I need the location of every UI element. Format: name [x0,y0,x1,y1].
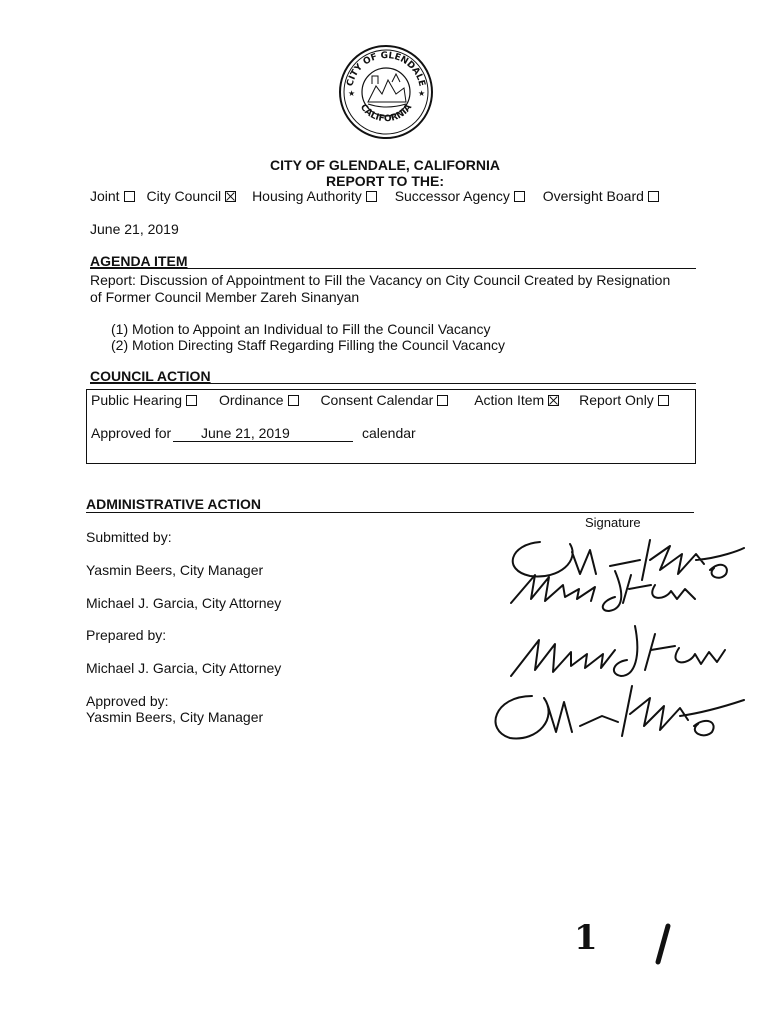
checkbox-action-item[interactable] [548,395,559,406]
approved-for-label: Approved for [91,425,172,441]
svg-text:CALIFORNIA [358,103,414,125]
submitted-name-2: Michael J. Garcia, City Attorney [86,595,282,611]
checkbox-public-hearing[interactable] [186,395,197,406]
agenda-motion-2: (2) Motion Directing Staff Regarding Filling the Council Vacancy [111,337,506,353]
option-report-only: Report Only [579,392,669,408]
agenda-report-line-2: of Former Council Member Zareh Sinanyan [90,289,360,305]
approved-by-label: Approved by: [86,693,169,709]
report-to-successor-agency: Successor Agency [395,188,525,204]
header-city: CITY OF GLENDALE, CALIFORNIA [270,157,500,173]
checkbox-joint[interactable] [124,191,135,202]
checkbox-oversight-board[interactable] [648,191,659,202]
checkbox-successor-agency[interactable] [514,191,525,202]
council-action-options [91,392,669,408]
report-to-joint: Joint [90,188,135,204]
approved-name-1: Yasmin Beers, City Manager [86,709,264,725]
header-report-to: REPORT TO THE: [326,173,444,189]
svg-text:★: ★ [348,89,356,98]
report-to-oversight-board: Oversight Board [543,188,659,204]
city-seal [338,44,434,140]
svg-text:★: ★ [418,89,426,98]
checkbox-ordinance[interactable] [288,395,299,406]
agenda-item-heading: AGENDA ITEM [90,253,188,269]
report-to-housing-authority: Housing Authority [252,188,377,204]
seal-arc-bottom: CALIFORNIA [357,102,415,125]
admin-action-divider [86,512,694,513]
report-to-city-council: City Council [146,188,236,204]
page-slash-mark [650,922,674,966]
signature-label: Signature [585,515,641,530]
report-date: June 21, 2019 [90,221,179,237]
prepared-name-1: Michael J. Garcia, City Attorney [86,660,282,676]
approved-for-date: June 21, 2019 [173,425,353,442]
council-action-heading: COUNCIL ACTION [90,368,211,384]
signature-michael-garcia-2 [505,620,735,680]
checkbox-city-council[interactable] [225,191,236,202]
prepared-by-label: Prepared by: [86,627,167,643]
agenda-divider [90,268,696,269]
seal-arc-top: CITY OF GLENDALE [345,50,427,88]
option-public-hearing: Public Hearing [91,392,197,408]
checkbox-housing-authority[interactable] [366,191,377,202]
option-action-item: Action Item [474,392,559,408]
calendar-label: calendar [362,425,416,441]
signature-yasmin-beers-2 [482,680,752,746]
checkbox-report-only[interactable] [658,395,669,406]
option-consent-calendar: Consent Calendar [320,392,448,408]
agenda-motion-1: (1) Motion to Appoint an Individual to Fill the Council Vacancy [111,321,491,337]
admin-action-heading: ADMINISTRATIVE ACTION [86,496,261,512]
signature-michael-garcia-1 [505,565,725,615]
agenda-report-line-1: Report: Discussion of Appointment to Fill the Vacancy on City Council Created by Resignation [90,272,671,288]
option-ordinance: Ordinance [219,392,299,408]
submitted-name-1: Yasmin Beers, City Manager [86,562,264,578]
page-number: 1 [574,918,598,958]
submitted-by-label: Submitted by: [86,529,172,545]
council-action-divider [90,383,696,384]
report-to-row [90,188,659,204]
checkbox-consent-calendar[interactable] [437,395,448,406]
